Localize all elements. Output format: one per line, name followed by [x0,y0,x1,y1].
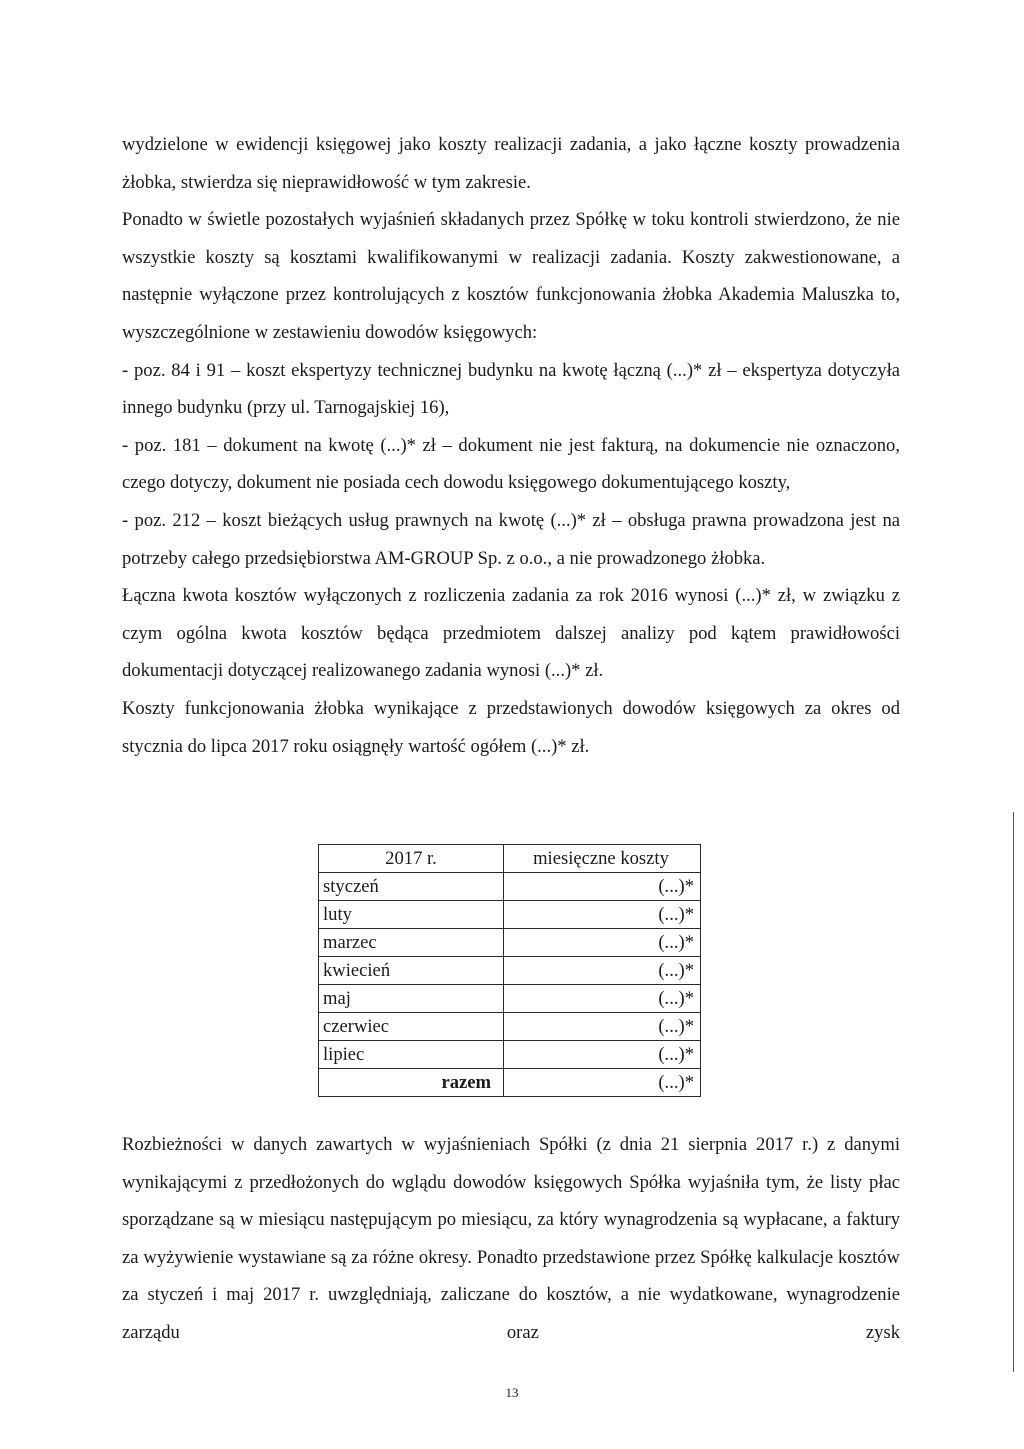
paragraph-2: Ponadto w świetle pozostałych wyjaśnień składanych przez Spółkę w toku kontroli stwierdzono, że nie wszystkie koszty są kosztami kwalifikowanymi w realizacji zadania. Koszty zakwestionowane, a następnie wyłączone przez kontrolujących z kosztów funkcjonowania żłobka Akademia Maluszka to, wyszczególnione w zestawieniu dowodów księgowych: [122,209,900,343]
value-cell: (...)* [504,929,701,957]
month-cell: luty [319,901,504,929]
table-row [319,901,701,929]
table-total-row [319,1069,701,1097]
value-cell: (...)* [504,901,701,929]
value-cell: (...)* [504,985,701,1013]
value-cell: (...)* [504,1041,701,1069]
list-item-poz-212: - poz. 212 – koszt bieżących usług prawnych na kwotę (...)* zł – obsługa prawna prowadzona jest na potrzeby całego przedsiębiorstwa AM-GROUP Sp. z o.o., a nie prowadzonego żłobka. [122,509,900,569]
month-cell: maj [319,985,504,1013]
month-cell: kwiecień [319,957,504,985]
table-row [319,929,701,957]
paragraph-costs-2017: Koszty funkcjonowania żłobka wynikające z przedstawionych dowodów księgowych za okres od stycznia do lipca 2017 roku osiągnęły wartość ogółem (...)* zł. [122,697,900,757]
monthly-costs-table [318,844,701,1097]
month-cell: marzec [319,929,504,957]
value-cell: (...)* [504,873,701,901]
page-number: 13 [505,1385,519,1400]
month-cell: lipiec [319,1041,504,1069]
paragraph-1: wydzielone w ewidencji księgowej jako koszty realizacji zadania, a jako łączne koszty prowadzenia żłobka, stwierdza się nieprawidłowość w tym zakresie. [122,134,900,193]
list-item-poz-181: - poz. 181 – dokument na kwotę (...)* zł – dokument nie jest fakturą, na dokumencie nie oznaczono, czego dotyczy, dokument nie posiada cech dowodu księgowego dokumentującego koszty, [122,434,900,494]
body-text [122,126,900,765]
total-value: (...)* [504,1069,701,1097]
value-cell: (...)* [504,957,701,985]
list-item-poz-84-91: - poz. 84 i 91 – koszt ekspertyzy technicznej budynku na kwotę łączną (...)* zł – ekspertyza dotyczyła innego budynku (przy ul. Tarnogajskiej 16), [122,359,900,419]
table-row [319,1041,701,1069]
body-text-continued [122,1126,900,1352]
table-row [319,873,701,901]
total-label: razem [319,1069,504,1097]
paragraph-total-2016: Łączna kwota kosztów wyłączonych z rozliczenia zadania za rok 2016 wynosi (...)* zł, w związku z czym ogólna kwota kosztów będąca przedmiotem dalszej analizy pod kątem prawidłowości dokumentacji dotyczącej realizowanego zadania wynosi (...)* zł. [122,585,900,682]
header-monthly-costs: miesięczne koszty [504,845,701,873]
value-cell: (...)* [504,1013,701,1041]
scan-margin-line [1013,812,1014,1372]
month-cell: styczeń [319,873,504,901]
table-row [319,1013,701,1041]
month-cell: czerwiec [319,1013,504,1041]
header-year: 2017 r. [319,845,504,873]
table-header-row [319,845,701,873]
table-row [319,957,701,985]
table-row [319,985,701,1013]
paragraph-discrepancies: Rozbieżności w danych zawartych w wyjaśnieniach Spółki (z dnia 21 sierpnia 2017 r.) z danymi wynikającymi z przedłożonych do wglądu dowodów księgowych Spółka wyjaśniła tym, że listy płac sporządzane są w miesiącu następującym po miesiącu, za który wynagrodzenia są wypłacane, a faktury za wyżywienie wystawiane są za różne okresy. Ponadto przedstawione przez Spółkę kalkulacje kosztów za styczeń i maj 2017 r. uwzględniają, zaliczane do kosztów, a nie wydatkowane, wynagrodzenie zarządu oraz zysk [122,1134,900,1343]
